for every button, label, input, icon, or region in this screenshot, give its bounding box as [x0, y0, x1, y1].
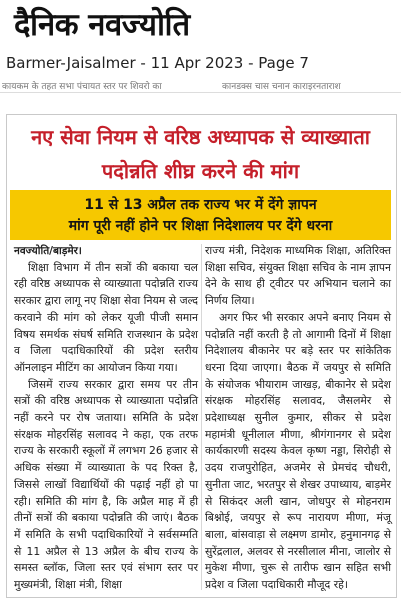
cut-off-text-strip [0, 78, 401, 93]
cut-text-right: कानडक्स चास चनान काराइरनताराश [222, 82, 341, 92]
cut-text-left: कायकम के तहत सभा पंचायत स्तर पर शिवरो का [2, 82, 162, 92]
paragraph: जिसमें राज्य सरकार द्वारा समय पर तीन सत्रों की वरिष्ठ अध्यापक से व्याख्याता पदोन्नति नहीं करने पर रोष जताया। समिति के प्रदेश संरक्षक मोहरसिंह सलावद ने कहा, एक तरफ राज्य के सरकारी स्कूलों में लगभग 26 हजार से अधिक संख्या में व्याख्याता के पद रिक्त है, जिससे लाखों विद्यार्थियों की पढ़ाई नहीं हो पा रही। समिति की मांग है, कि अप्रैल माह में ही तीनों सत्रों की बकाया पदोन्नति की जाएं। बैठक में समिति के सभी पदाधिकारियों ने सर्वसम्मति से 11 अप्रैल से 13 अप्रैल के बीच राज्य के समस्त ब्लॉक, जिला स्तर एवं संभाग स्तर पर मुख्यमंत्री, शिक्षा मंत्री, शिक्षा [14, 377, 198, 592]
edition-info: Barmer-Jaisalmer - 11 Apr 2023 - Page 7 [6, 54, 309, 72]
subhead-line-2: मांग पूरी नहीं होने पर शिक्षा निदेशालय पर देंगे धरना [68, 218, 333, 234]
masthead [0, 0, 401, 50]
article-column-right [205, 243, 391, 594]
paragraph: अगर फिर भी सरकार अपने बनाए नियम से पदोन्नति नहीं करती है तो आगामी दिनों में शिक्षा निदेशालय बीकानेर पर बड़े स्तर पर सांकेतिक धरना दिया जाएगा। बैठक में जयपुर से समिति के संयोजक भीयाराम जाखड़, बीकानेर से प्रदेश संरक्षक मोहरसिंह सलावद, जैसलमेर से प्रदेशाध्यक्ष सुनील कुमार, सीकर से प्रदेश महामंत्री धूनीलाल मीणा, श्रीगंगानगर से प्रदेश कार्यकारणी सदस्य केवल कृष्ण नड्डा, सिरोही से उदय राजपुरोहित, अजमेर से प्रेमचंद चौधरी, सुनीता जाट, भरतपुर से शेखर उपाध्याय, बाड़मेर से सिकंदर अली खान, जोधपुर से मोहनराम बिश्नोई, जयपुर से रूप नारायण मीणा, मंजू बाला, बांसवाड़ा से लक्ष्मण डामोर, हनुमानगढ़ से सुरेंद्रलाल, अलवर से नरसीलाल मीना, जालोर से मुकेश मीणा, चुरू से तारीफ खान सहित सभी प्रदेश व जिला पदाधिकारी मौजूद रहे। [205, 310, 391, 592]
subhead-box [10, 190, 391, 240]
dateline: नवज्योति/बाड़मेर। [14, 245, 82, 257]
paragraph: राज्य मंत्री, निदेशक माध्यमिक शिक्षा, अतिरिक्त शिक्षा सचिव, संयुक्त शिक्षा सचिव के नाम ज्ञापन देने के साथ ही ट्वीटर पर अभियान चलाने का निर्णय लिया। [205, 244, 391, 308]
column-divider [201, 244, 202, 590]
newspaper-title: दैनिक नवज्योति [14, 7, 190, 43]
article-headline: नए सेवा नियम से वरिष्ठ अध्यापक से व्याख्याता पदोन्नति शीघ्र करने की मांग [31, 125, 370, 183]
article-column-left [14, 243, 198, 594]
subhead-line-1: 11 से 13 अप्रैल तक राज्य भर में देंगे ज्ञापन [84, 197, 317, 213]
paragraph: शिक्षा विभाग में तीन सत्रों की बकाया चल रही वरिष्ठ अध्यापक से व्याख्याता पदोन्नति राज्य सरकार द्वारा लागू नए शिक्षा सेवा नियम से जल्द करवाने की मांग को लेकर यूजी पीजी समान विषय समर्थक संघर्ष समिति राजस्थान के प्रदेश व जिला पदाधिकारियों की प्रदेश स्तरीय ऑनलाइन मीटिंग का आयोजन किया गया। [14, 260, 198, 374]
